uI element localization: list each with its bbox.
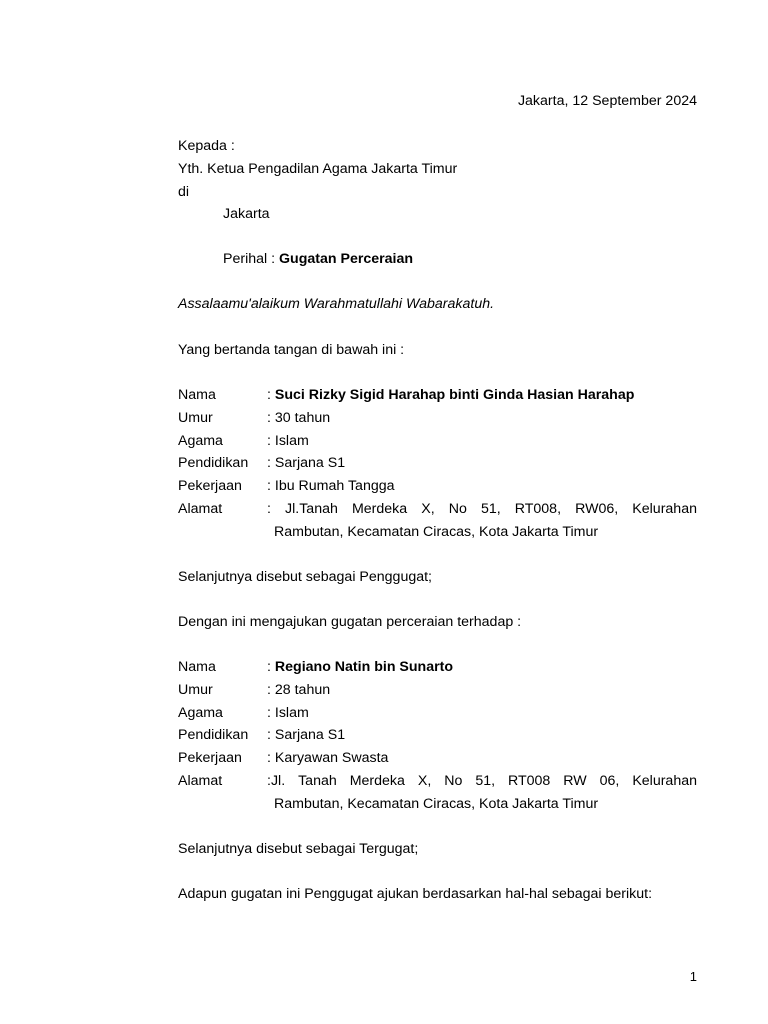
plaintiff-education: : Sarjana S1	[267, 455, 346, 472]
plaintiff-name-row	[178, 384, 697, 407]
plaintiff-religion-row	[178, 430, 697, 453]
recipient-name: Yth. Ketua Pengadilan Agama Jakarta Timur	[178, 160, 458, 177]
plaintiff-job-row	[178, 475, 697, 498]
plaintiff-address-row	[178, 498, 697, 521]
defendant-education-row	[178, 724, 697, 747]
defendant-name-row	[178, 656, 697, 679]
to-label: Kepada :	[178, 138, 235, 154]
subject-label: Perihal :	[223, 251, 279, 267]
defendant-note	[178, 838, 697, 861]
defendant-identity	[178, 656, 697, 816]
plaintiff-identity	[178, 384, 697, 544]
defendant-age-row	[178, 679, 697, 702]
field-label: Pendidikan	[178, 455, 249, 472]
letter-date: Jakarta, 12 September 2024	[517, 93, 697, 109]
field-label: Agama	[178, 432, 223, 449]
defendant-note-text: Selanjutnya disebut sebagai Tergugat;	[178, 841, 419, 857]
plaintiff-address-line2: Rambutan, Kecamatan Ciracas, Kota Jakarta Timur	[274, 523, 599, 540]
recipient-city: Jakarta	[223, 206, 270, 223]
recipient-block	[178, 135, 697, 226]
defendant-religion-row	[178, 702, 697, 725]
plaintiff-education-row	[178, 452, 697, 475]
field-separator: :	[267, 387, 275, 403]
field-label: Nama	[178, 659, 216, 675]
plaintiff-address-line1: : Jl.Tanah Merdeka X, No 51, RT008, RW06, Kelurahan	[267, 500, 697, 517]
field-label: Alamat	[178, 772, 223, 789]
defendant-address-row	[178, 770, 697, 793]
plaintiff-note	[178, 566, 697, 589]
basis-text: Adapun gugatan ini Penggugat ajukan berdasarkan hal-hal sebagai berikut:	[178, 886, 653, 902]
field-label: Umur	[178, 409, 213, 426]
subject-text: Gugatan Perceraian	[279, 251, 414, 267]
intro-text: Yang bertanda tangan di bawah ini :	[178, 342, 405, 358]
defendant-education: : Sarjana S1	[267, 727, 346, 744]
field-label: Nama	[178, 387, 216, 403]
greeting-text: Assalaamu'alaikum Warahmatullahi Wabarakatuh.	[178, 296, 495, 312]
recipient-di: di	[178, 183, 190, 200]
plaintiff-religion: : Islam	[267, 432, 309, 449]
defendant-address-line1: :Jl. Tanah Merdeka X, No 51, RT008 RW 06, Kelurahan	[267, 772, 697, 789]
plaintiff-age-row	[178, 407, 697, 430]
defendant-address-line2: Rambutan, Kecamatan Ciracas, Kota Jakarta Timur	[274, 795, 599, 812]
defendant-religion: : Islam	[267, 704, 309, 721]
plaintiff-job: : Ibu Rumah Tangga	[267, 478, 395, 495]
plaintiff-note-text: Selanjutnya disebut sebagai Penggugat;	[178, 569, 432, 585]
page-number: 1	[689, 969, 697, 984]
greeting	[178, 293, 697, 316]
field-label: Pekerjaan	[178, 750, 242, 767]
against-text: Dengan ini mengajukan gugatan perceraian terhadap :	[178, 614, 522, 630]
defendant-job-row	[178, 747, 697, 770]
subject-line	[178, 248, 697, 271]
field-label: Pekerjaan	[178, 478, 242, 495]
intro	[178, 339, 697, 362]
field-label: Umur	[178, 681, 213, 698]
field-label: Agama	[178, 704, 223, 721]
field-label: Alamat	[178, 500, 223, 517]
field-label: Pendidikan	[178, 727, 249, 744]
defendant-job: : Karyawan Swasta	[267, 750, 389, 767]
basis-statement	[178, 883, 697, 906]
plaintiff-name: Suci Rizky Sigid Harahap binti Ginda Hasian Harahap	[274, 387, 635, 403]
against-statement	[178, 611, 697, 634]
defendant-name: Regiano Natin bin Sunarto	[274, 659, 454, 675]
plaintiff-age: : 30 tahun	[267, 409, 331, 426]
field-separator: :	[267, 659, 275, 675]
defendant-age: : 28 tahun	[267, 681, 331, 698]
